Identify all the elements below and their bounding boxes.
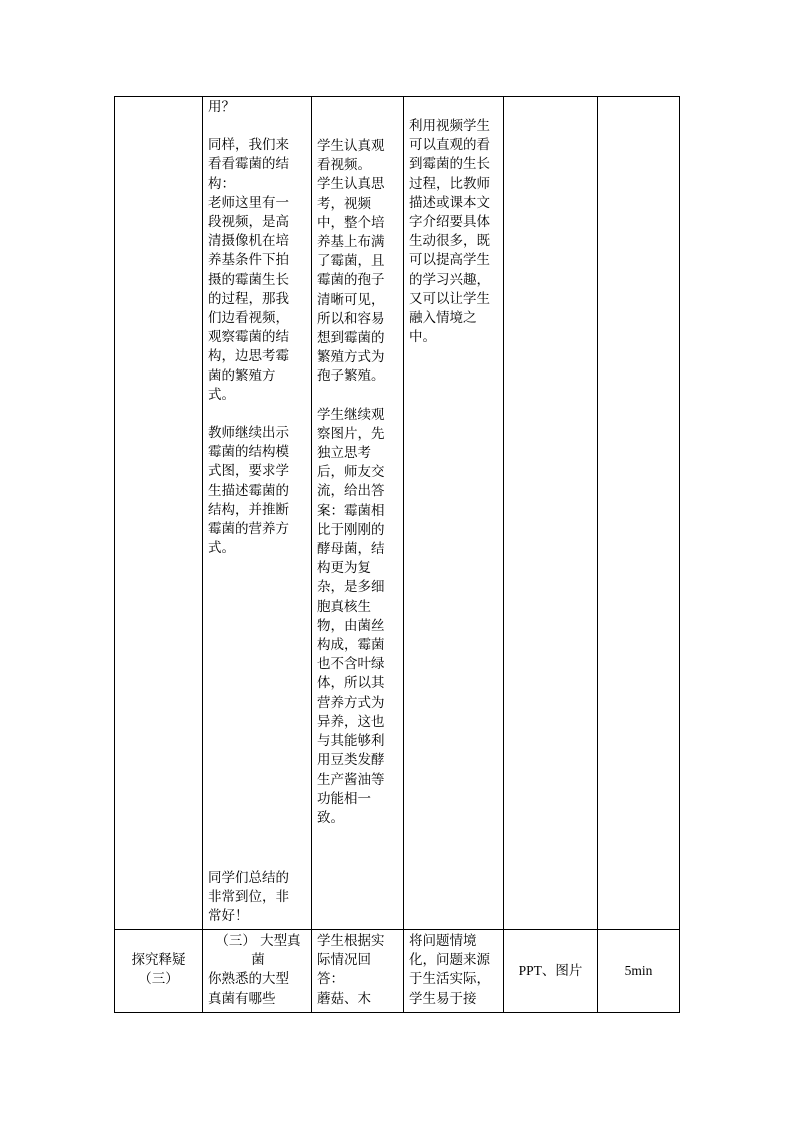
row2-media-cell: PPT、图片 [518,963,583,978]
table-divider-4 [503,96,504,1013]
teacher-paragraph-structure: 同样，我们来 看看霉菌的结 构： [208,137,289,192]
row2-student-activity-cell: 学生根据实 际情况回 答： 蘑菇、木 [317,933,385,1007]
row1-design-intent-cell: 利用视频学生 可以直观的看 到霉菌的生长 过程，比教师 描述或课本文 字介绍要具体 生动很多，既 可以提高学生 的学习兴趣， 又可以让学生 融入情境之 中。 [409,118,490,346]
table-divider-5 [597,96,598,1013]
teacher-paragraph-summary: 同学们总结的 非常到位，非 常好！ [208,870,289,925]
row1-teacher-activity-cell [208,98,308,558]
student-paragraph-video: 学生认真观 看视频。 学生认真思 考，视频 中，整个培 养基上布满 了霉菌，且 霉菌的孢子 清晰可见， 所以和容易 想到霉菌的 繁殖方式为 孢子繁殖。 [317,138,385,385]
teacher-paragraph-model-diagram: 教师继续出示 霉菌的结构模 式图，要求学 生描述霉菌的 结构，并推断 霉菌的营养方 式。 [208,425,289,557]
teacher-text-line: 用？ [208,99,235,115]
row2-stage-cell: 探究释疑 （三） [131,952,186,988]
row2-teacher-activity-cell: （三） 大型真 菌 你熟悉的大型 真菌有哪些 [208,932,308,1009]
section-title-cont: 菌 [251,952,265,969]
section-title: （三） 大型真 [215,933,301,949]
table-border-right [679,96,680,1013]
table-border-top [114,96,680,97]
teacher-paragraph-video: 老师这里有一 段视频，是高 清摄像机在培 养基条件下拍 摄的霉菌生长 的过程，那我 们边看视频， 观察霉菌的结 构，边思考霉 菌的繁殖方 式。 [208,194,289,403]
table-border-left [114,96,115,1013]
table-divider-1 [202,96,203,1013]
table-row-divider [114,929,680,930]
table-divider-3 [403,96,404,1013]
row2-time-cell: 5min [624,963,653,978]
table-divider-2 [311,96,312,1013]
row1-student-activity-cell [317,137,401,828]
table-border-bottom [114,1012,680,1013]
student-paragraph-structure: 学生继续观 察图片，先 独立思考 后，师友交 流，给出答 案：霉菌相 比于刚刚的 酵母菌，结 构更为复 杂，是多细 胞真核生 物，由菌丝 构成，霉菌 也不含叶绿 体，所以其 营养方式为 异养，这也 与其能够利 用豆类发酵 生产酱油等 功能相一 致。 [317,406,385,826]
row2-design-intent-cell: 将问题情境 化，问题来源 于生活实际， 学生易于接 [409,933,490,1007]
